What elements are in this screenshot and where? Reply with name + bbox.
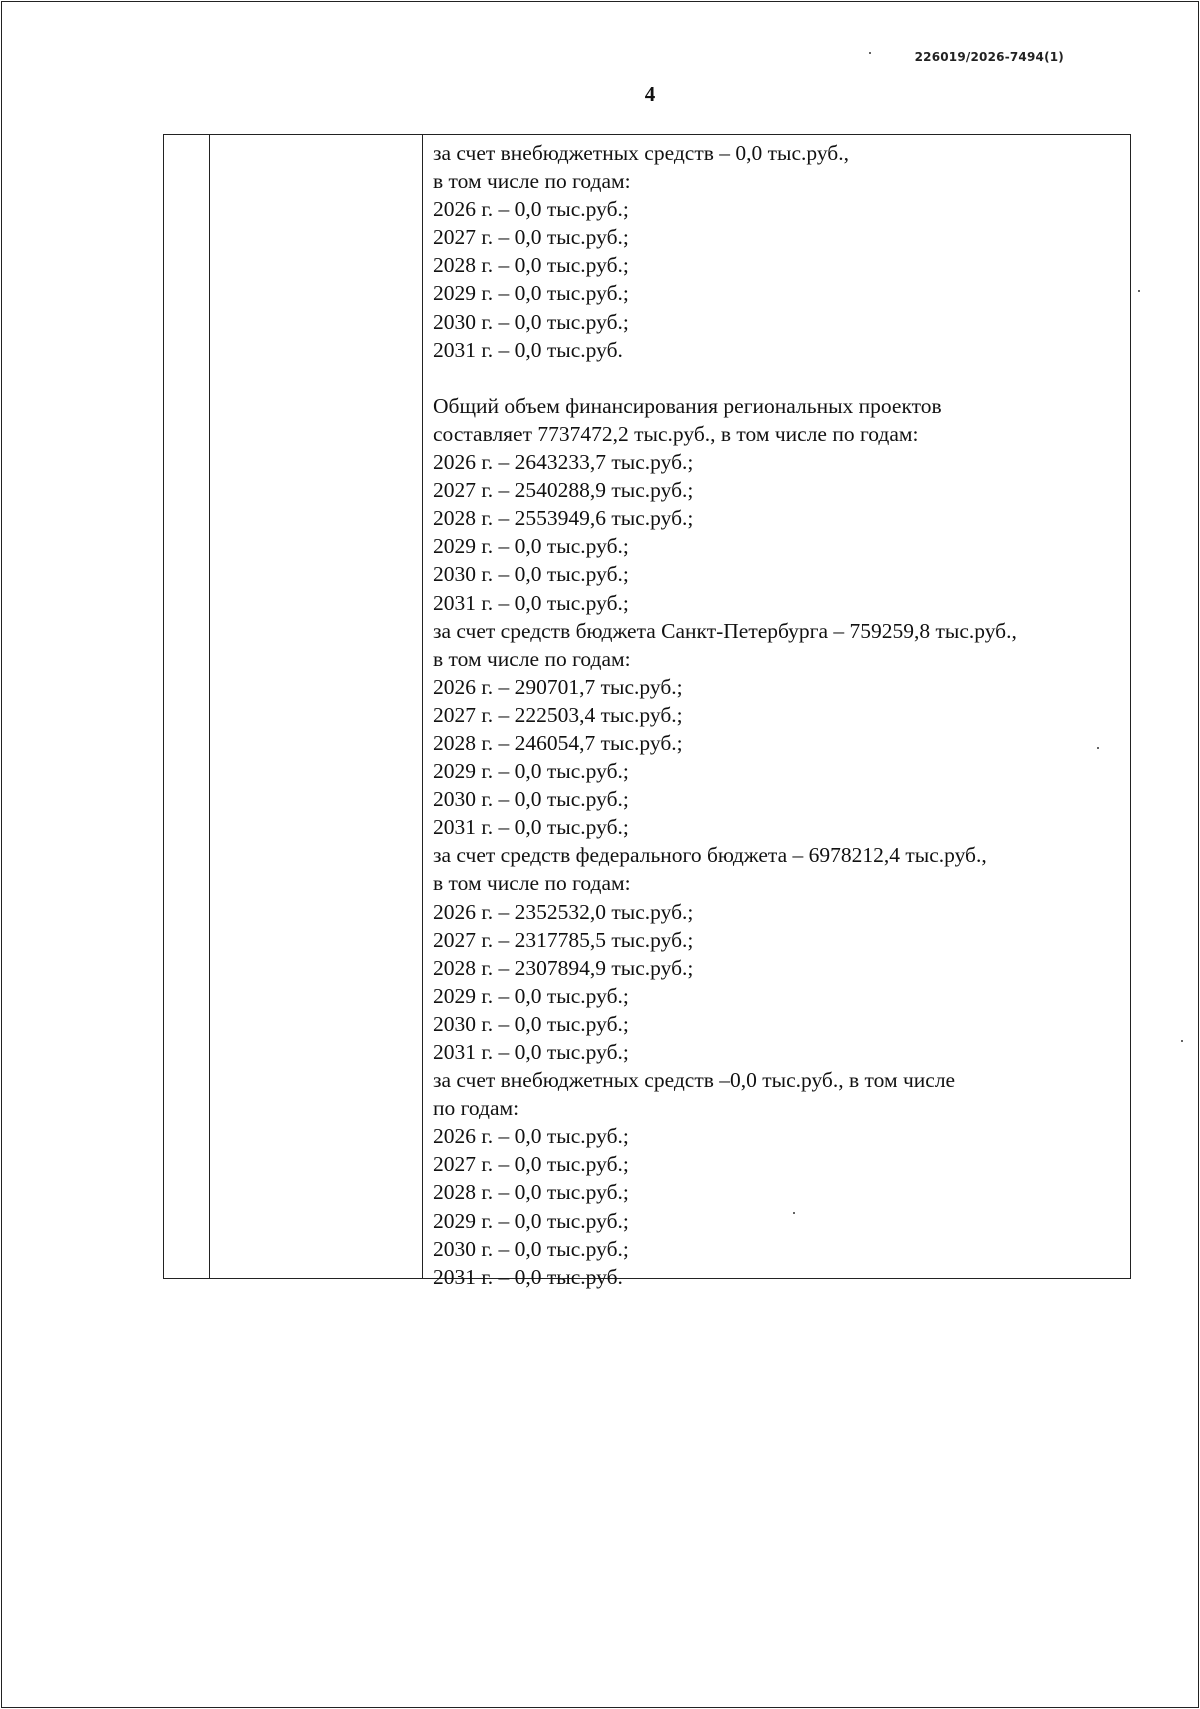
cell-text-line: 2031 г. – 0,0 тыс.руб. <box>433 1264 623 1289</box>
cell-text-line: 2028 г. – 2307894,9 тыс.руб.; <box>433 955 694 980</box>
scan-speck <box>1181 1040 1183 1042</box>
table-column-divider-2 <box>422 135 423 1278</box>
cell-text-line: 2031 г. – 0,0 тыс.руб.; <box>433 815 629 840</box>
cell-text-line: 2030 г. – 0,0 тыс.руб.; <box>433 787 629 812</box>
cell-text-line: составляет 7737472,2 тыс.руб., в том числе по годам: <box>433 421 919 446</box>
cell-text-line: 2029 г. – 0,0 тыс.руб.; <box>433 759 629 784</box>
cell-text-line: 2027 г. – 2540288,9 тыс.руб.; <box>433 478 694 503</box>
cell-text-line: 2026 г. – 290701,7 тыс.руб.; <box>433 674 683 699</box>
cell-text-line: за счет средств бюджета Санкт-Петербурга – 759259,8 тыс.руб., <box>433 618 1017 643</box>
cell-text-line: 2029 г. – 0,0 тыс.руб.; <box>433 534 629 559</box>
cell-text-line: 2030 г. – 0,0 тыс.руб.; <box>433 309 629 334</box>
cell-text-line: 2026 г. – 0,0 тыс.руб.; <box>433 197 629 222</box>
cell-text-line: Общий объем финансирования региональных проектов <box>433 393 942 418</box>
cell-text-line: 2027 г. – 2317785,5 тыс.руб.; <box>433 927 694 952</box>
financing-cell-text <box>433 139 1123 1291</box>
cell-text-line: 2030 г. – 0,0 тыс.руб.; <box>433 1011 629 1036</box>
cell-text-line: за счет внебюджетных средств – 0,0 тыс.руб., <box>433 141 849 165</box>
table-column-divider-1 <box>209 135 210 1278</box>
cell-text-line: в том числе по годам: <box>433 871 631 896</box>
cell-text-line: 2029 г. – 0,0 тыс.руб.; <box>433 983 629 1008</box>
cell-text-line: за счет внебюджетных средств –0,0 тыс.руб., в том числе <box>433 1068 956 1093</box>
scan-speck <box>1097 747 1099 749</box>
cell-text-line: 2030 г. – 0,0 тыс.руб.; <box>433 562 629 587</box>
scan-speck <box>869 52 871 54</box>
cell-text-line: 2031 г. – 0,0 тыс.руб.; <box>433 590 629 615</box>
cell-text-line: 2028 г. – 2553949,6 тыс.руб.; <box>433 506 694 531</box>
cell-text-line: 2026 г. – 2352532,0 тыс.руб.; <box>433 899 694 924</box>
financing-table <box>163 134 1131 1289</box>
cell-text-line: 2028 г. – 0,0 тыс.руб.; <box>433 253 629 278</box>
cell-text-line: за счет средств федерального бюджета – 6978212,4 тыс.руб., <box>433 843 987 868</box>
scan-speck <box>793 1212 795 1214</box>
cell-text-line: 2030 г. – 0,0 тыс.руб.; <box>433 1236 629 1261</box>
page-number: 4 <box>644 82 656 106</box>
cell-text-line: 2029 г. – 0,0 тыс.руб.; <box>433 1208 629 1233</box>
cell-text-line: 2026 г. – 0,0 тыс.руб.; <box>433 1124 629 1149</box>
cell-text-line: 2031 г. – 0,0 тыс.руб. <box>433 337 623 362</box>
cell-text-line: 2027 г. – 0,0 тыс.руб.; <box>433 225 629 250</box>
cell-text-line: 2028 г. – 246054,7 тыс.руб.; <box>433 730 683 755</box>
cell-text-line: по годам: <box>433 1096 520 1121</box>
scan-speck <box>1138 290 1140 292</box>
cell-text-line: 2028 г. – 0,0 тыс.руб.; <box>433 1180 629 1205</box>
cell-text-line: в том числе по годам: <box>433 169 631 194</box>
cell-text-line: 2027 г. – 0,0 тыс.руб.; <box>433 1152 629 1177</box>
cell-text-line: в том числе по годам: <box>433 646 631 671</box>
cell-text-line <box>433 364 1123 392</box>
cell-text-line: 2029 г. – 0,0 тыс.руб.; <box>433 281 629 306</box>
cell-text-line: 2027 г. – 222503,4 тыс.руб.; <box>433 702 683 727</box>
cell-text-line: 2026 г. – 2643233,7 тыс.руб.; <box>433 450 694 475</box>
cell-text-line: 2031 г. – 0,0 тыс.руб.; <box>433 1040 629 1064</box>
document-id: 226019/2026-7494(1) <box>914 50 1064 64</box>
